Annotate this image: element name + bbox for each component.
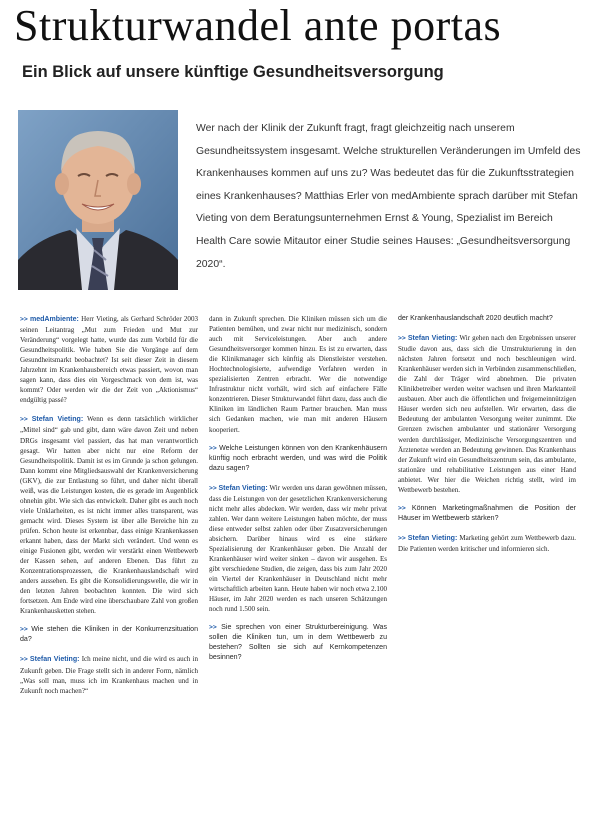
question: >> Sie sprechen von einer Strukturbereinigung. Was sollen die Kliniken tun, um in dem Wettbewerb zu bestehen? Sollten sie sich auf Kernkompetenzen besinnen? [209, 624, 387, 662]
paragraph: dann in Zukunft sprechen. Die Kliniken müssen sich um die Patienten bemühen, und zwar nicht nur medizinisch, sondern auch mit Serviceleistungen. Aber auch andere Gesundheitsversorger kommen hinzu. Es ist zu erwarten, dass die Klinikmanager sich künftig als Dienstleister verstehen. Hochtechnologisierte, aufwendige Verfahren werden in spezialisierten Zentren erbracht. Wer die notwendige Infrastruktur nicht vorhält, wird sich auf einfachere Fälle konzentrieren. Dieser Strukturwandel führt dazu, dass auch die Kliniken im ländlichen Raum Partner brauchen. Man muss sich Gedanken machen, wie man mit anderen Häusern kooperiert. [209, 315, 387, 434]
paragraph: >> medAmbiente: Herr Vieting, als Gerhard Schröder 2003 seinen Leitantrag „Mut zum Frieden und Mut zur Veränderung“ vorgelegt hatte, wurde das zum Vorbild für die Gesundheitspolitik. Wie haben Sie die Vorgänge auf dem Gesundheitsmarkt beobachtet? Ist seit dieser Zeit in diesem Jahrzehnt im Krankenhausbereich etwas passiert, wovon man sagen kann, dass dies ein Vorgeschmack von dem ist, was kommt? Oder werden wir die der Zeit von „Aktionismus“ endgültig passé? [20, 315, 198, 405]
paragraph: >> Stefan Vieting: Ich meine nicht, und die wird es auch in Zukunft geben. Die Frage stellt sich in anderer Form, nämlich „Was soll man, muss ich im Krankenhaus machen und in Zukunft noch machen?“ [20, 655, 198, 695]
paragraph: >> Stefan Vieting: Wenn es denn tatsächlich wirklicher „Mittel sind“ gab und gibt, dann wäre davon Zeit und neben DRGs insgesamt viel passiert, das hat man verantwortlich gesagt. Wir hatten aber nicht nur eine Reform der Gesundheitspolitik. Damit ist es im Grunde ja schon gelungen. Dann kommt eine Mitgliedsauswahl der Krankenversicherung (GKV), die zur Entlastung so führt, und daher nicht überall weiß, was die Leistungen kosten, die es gerade im Augenblick ohnehin gibt. Wie sich das entwickelt. Daher gibt es auch noch viele Unklarheiten, es ist nicht immer alles transparent, was gemacht wird. Dieses System ist über alle Bereiche hin zu prüfen. Schon heute ist erkennbar, dass einige Krankenkassen erkannt haben, dass der Markt sich verändert. Und wenn es einige Fusionen gibt, werden wir verstärkt einen Wettbewerb der Kassen sehen, auf anderen Ebenen. Das führt zu Konzentrationsprozessen, die Krankenhauslandschaft wird anders aussehen. Es gibt die Konsolidierungswelle, die wir in den letzten Jahren beobachten konnten. Die wird sich fortsetzen. Am Ende wird eine überschaubare Zahl von großen Krankenhausketten stehen. [20, 415, 198, 616]
portrait-icon [18, 110, 178, 290]
paragraph: >> Stefan Vieting: Wir werden uns daran gewöhnen müssen, dass die Leistungen von der gesetzlichen Krankenversicherung nicht mehr alles abdecken. Wir werden, dass wir mehr privat zahlen. Wer dann weitere Leistungen haben möchte, der muss diese entweder selbst zahlen oder über Zusatzversicherungen absichern. Darüber hinaus wird es eine stärkere Spezialisierung der Krankenhäuser geben. Die Anzahl der Krankenhäuser wird weiter sinken – davon wir ausgehen. Es gibt verschiedene Studien, die zeigen, dass bis zum Jahr 2020 ein Viertel der Krankenhäuser in Deutschland nicht mehr wirtschaftlich arbeiten kann. Heute haben wir noch etwa 2.100 Häuser, im Jahr 2020 werden es nach unseren Schätzungen noch rund 1.500 sein. [209, 483, 387, 614]
paragraph: >> Stefan Vieting: Wir gehen nach den Ergebnissen unserer Studie davon aus, dass sich die Umstrukturierung in den nächsten Jahren fortsetzt und noch beschleunigen wird. Krankenhäuser werden sich in Verbünden zusammenschließen, die Zahl der Träger wird abnehmen. Die privaten Klinikbetreiber werden weiter wachsen und ihren Marktanteil ausbauen. Aber auch die öffentlichen und freigemeinnützigen Häuser werden sich neu aufstellen. Wir erwarten, dass die Bedeutung der ambulanten Versorgung weiter zunimmt. Die Grenzen zwischen ambulanter und stationärer Versorgung werden durchlässiger, Medizinische Versorgungszentren und Ärztenetze werden an Bedeutung gewinnen. Das Krankenhaus der Zukunft wird ein Gesundheitszentrum sein, das ambulante, stationäre und rehabilitative Leistungen aus einer Hand anbietet. Wer hier die Weichen richtig stellt, wird im Wettbewerb bestehen. [398, 334, 576, 494]
question: >> Wie stehen die Kliniken in der Konkurrenzsituation da? [20, 626, 198, 644]
page-subtitle: Ein Blick auf unsere künftige Gesundheitsversorgung [22, 63, 444, 81]
article-column-3 [398, 314, 576, 834]
question: >> Welche Leistungen können von den Krankenhäusern künftig noch erbracht werden, und was wird die Politik dazu sagen? [209, 444, 387, 472]
portrait-photo [18, 110, 178, 290]
article-column-1 [20, 314, 198, 834]
page-title: Strukturwandel ante portas [14, 1, 502, 50]
question: >> Können Marketingmaßnahmen die Position der Häuser im Wettbewerb stärken? [398, 504, 576, 522]
intro-text: Wer nach der Klinik der Zukunft fragt, fragt gleichzeitig nach unserem Gesundheitssystem insgesamt. Welche strukturellen Veränderungen im Umfeld des Krankenhauses kommen auf uns zu? Was bedeutet das für die Zukunftsstrategien eines Krankenhauses? Matthias Erler von medAmbiente sprach darüber mit Stefan Vieting von dem Beratungsunternehmen Ernst & Young, Spezialist im Bereich Health Care sowie Mitautor einer Studie seines Hauses: „Gesundheitsversorgung 2020“. [196, 123, 581, 270]
paragraph: >> Stefan Vieting: Marketing gehört zum Wettbewerb dazu. Die Patienten werden kritischer und informieren sich. [398, 533, 576, 553]
paragraph: der Krankenhauslandschaft 2020 deutlich macht? [398, 315, 553, 322]
article-column-2 [209, 314, 387, 834]
